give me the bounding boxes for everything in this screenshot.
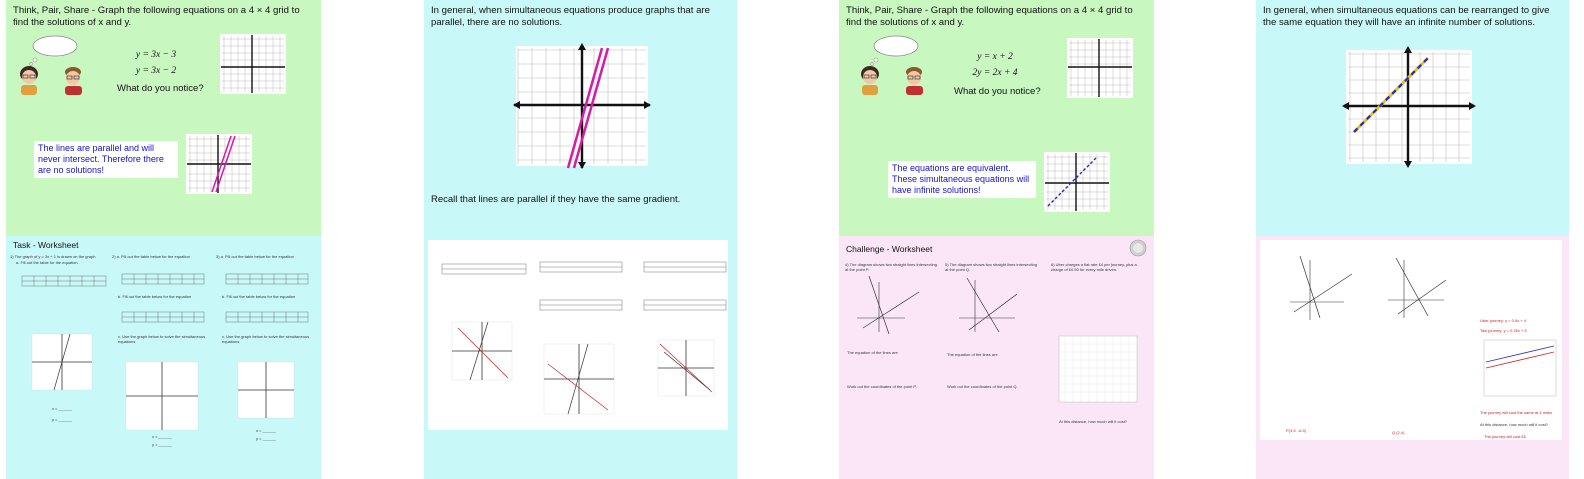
worksheet-2	[424, 236, 737, 479]
equation-1: y = 3x − 3	[135, 50, 177, 60]
y-answer-line: y = ______	[152, 442, 172, 447]
cost-answer: The journey will cost £6	[1484, 434, 1526, 439]
cost-question: At this distance, how much will it cost?	[1480, 422, 1549, 427]
slide-4	[1256, 0, 1569, 236]
parallel-lines-large-graph	[512, 42, 652, 170]
work-out-p: Work out the coordinates of the point P.	[847, 384, 917, 389]
equation-2: 2y = 2x + 4	[972, 68, 1018, 78]
question-1a: a. Fill out the table for the equation	[16, 260, 78, 265]
x-answer-line: x = ______	[152, 434, 172, 439]
logo-badge-icon	[1129, 239, 1147, 257]
slide-2	[424, 0, 737, 236]
slide-title: Think, Pair, Share - Graph the following equations on a 4 × 4 grid to find the solutions of x and y.	[13, 5, 300, 28]
gradient-reminder: Recall that lines are parallel if they have the same gradient.	[431, 194, 681, 205]
worksheet-title: Task - Worksheet	[13, 240, 79, 250]
question-4: 4) The diagram shows two straight lines intersecting at the point P.	[845, 262, 937, 272]
lines-equation-label: The equation of the lines are	[947, 352, 998, 357]
question-2c: c. Use the graph below to solve the simultaneous equations	[118, 334, 206, 344]
worksheet-1	[6, 236, 321, 479]
question-2: 2) a. Fill out the table below for the equation	[112, 254, 190, 259]
worksheet-page	[428, 240, 728, 430]
worksheet-answers-graphics	[428, 240, 728, 430]
lines-equation-label: The equation of the lines are	[847, 350, 898, 355]
slide-1	[6, 0, 321, 236]
question-5: 5) The diagram shows two straight lines intersecting at the point Q.	[945, 262, 1037, 272]
notice-prompt: What do you notice?	[954, 86, 1041, 97]
answer-box: The lines are parallel and will never intersect. Therefore there are no solutions!	[34, 141, 178, 178]
point-q-answer: Q (2,4)	[1392, 430, 1405, 435]
notice-prompt: What do you notice?	[117, 83, 204, 94]
y-answer-line: y = ______	[256, 436, 276, 441]
worksheet-title: Challenge - Worksheet	[846, 244, 933, 254]
equivalent-lines-graph	[1044, 152, 1110, 212]
uber-journey-equation: Uber journey: y = 0.5x + 4	[1480, 318, 1527, 323]
question-3b: b. Fill out the table below for the equation	[222, 294, 296, 299]
worksheet-3	[839, 236, 1154, 479]
x-answer-line: x = ______	[52, 406, 72, 411]
distance-cost-question: At this distance, how much will it cost?	[1059, 419, 1128, 424]
empty-grid	[1067, 38, 1133, 98]
taxi-journey-equation: Taxi journey: y = 0.25x + 5	[1480, 328, 1527, 333]
slide-title: In general, when simultaneous equations produce graphs that are parallel, there are no solutions.	[431, 5, 710, 28]
work-out-q: Work out the coordinates of the point Q.	[947, 384, 1018, 389]
equation-2: y = 3x − 2	[135, 66, 177, 76]
answer-box: The equations are equivalent. These simultaneous equations will have infinite solutions!	[888, 161, 1036, 198]
empty-grid	[220, 34, 286, 94]
question-3: 3) a. Fill out the table below for the equation	[216, 254, 294, 259]
y-answer-line: y = ______	[52, 417, 72, 422]
challenge-diagrams	[839, 272, 1154, 412]
slide-title: In general, when simultaneous equations can be rearranged to give the same equation they will have an infinite number of solutions.	[1263, 5, 1550, 28]
question-3c: c. Use the graph below to solve the simultaneous equations	[222, 334, 310, 344]
question-2b: b. Fill out the table below for the equation	[118, 294, 192, 299]
question-6: 6) Uber charges a flat rate £4 per journey, plus a charge of £0.50 for every mile driven.	[1051, 262, 1137, 272]
equation-1: y = x + 2	[977, 52, 1013, 62]
point-p-answer: P(3.5, -6.5)	[1286, 428, 1307, 433]
slide-title: Think, Pair, Share - Graph the following equations on a 4 × 4 grid to find the solutions of x and y.	[846, 5, 1133, 28]
slide-3	[839, 0, 1154, 236]
parallel-lines-graph	[186, 134, 252, 194]
students-thinking-image	[11, 34, 93, 96]
x-answer-line: x = ______	[256, 428, 276, 433]
infinite-solutions-graph	[1342, 46, 1476, 168]
students-thinking-image	[852, 34, 934, 96]
worksheet-4	[1256, 236, 1569, 479]
same-cost-answer: The journey will cost the same at 4 miles	[1480, 410, 1553, 415]
question-1: 1) The graph of y = 3x + 1 is drawn on the graph	[10, 254, 96, 259]
